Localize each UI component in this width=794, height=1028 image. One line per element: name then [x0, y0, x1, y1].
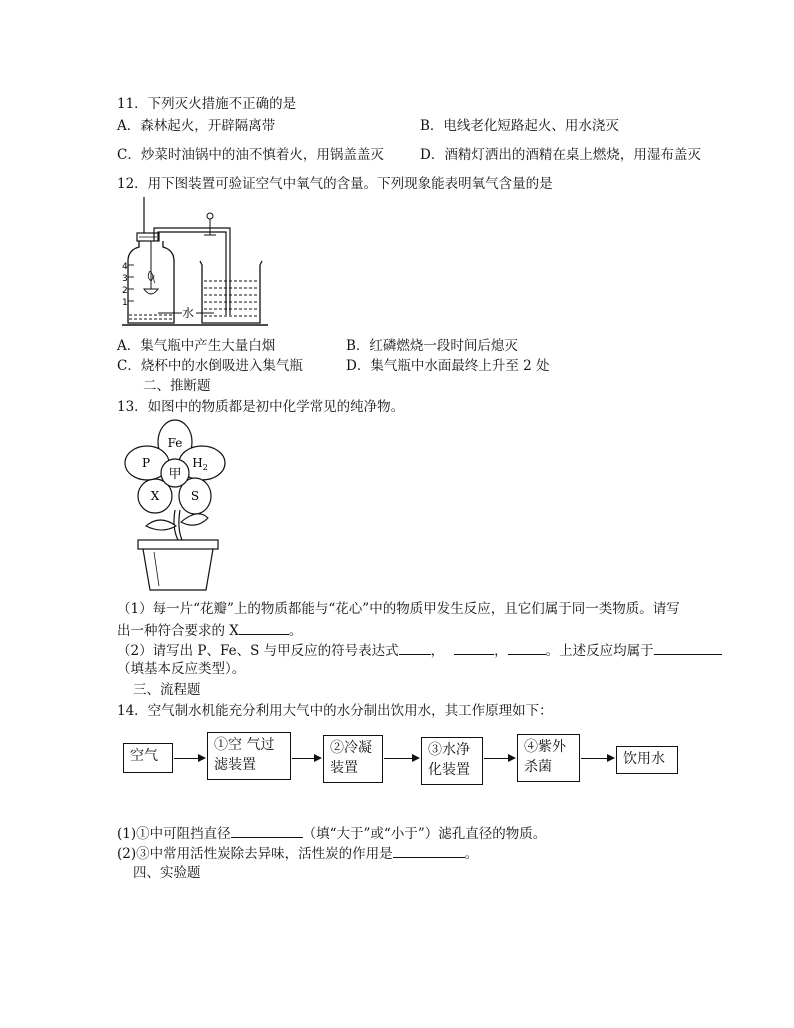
q12-option-d: D．集气瓶中水面最终上升至 2 处	[346, 358, 550, 374]
scale-4: 4	[122, 262, 128, 272]
q13-answer-blank-x[interactable]	[239, 620, 289, 635]
q14-answer-blank-2[interactable]	[393, 843, 465, 858]
flow-arrow-1	[174, 758, 204, 759]
q14-part1: (1)①中可阻挡直径 （填“大于”或“小于”）滤孔直径的物质。	[117, 823, 546, 843]
section-4-heading: 四、实验题	[133, 865, 201, 881]
flower-center-label: 甲	[168, 467, 182, 482]
petal-h2: $H_2$	[192, 456, 208, 472]
q12-option-b: B．红磷燃烧一段时间后熄灭	[346, 338, 518, 354]
petal-fe: Fe	[167, 436, 183, 450]
q11-option-b: B．电线老化短路起火、用水浇灭	[420, 118, 619, 134]
flow-step-condense: ②冷凝 装置	[323, 735, 383, 783]
section-2-heading: 二、推断题	[143, 378, 211, 394]
scale-1: 1	[122, 298, 128, 308]
q12-option-a: A．集气瓶中产生大量白烟	[117, 338, 276, 354]
oxygen-apparatus-figure	[118, 195, 278, 330]
flower-figure	[120, 418, 230, 593]
q13-part2-line1: （2）请写出 P、Fe、S 与甲反应的符号表达式 ， ， 。上述反应均属于	[117, 640, 722, 660]
flow-step-air: 空气	[123, 743, 173, 773]
q13-answer-blank-s[interactable]	[508, 640, 546, 655]
q14-stem: 14．空气制水机能充分利用大气中的水分制出饮用水，其工作原理如下：	[117, 703, 553, 719]
scale-2: 2	[122, 286, 128, 296]
q11-option-d: D．酒精灯洒出的酒精在桌上燃烧，用湿布盖灭	[420, 147, 701, 163]
flow-arrow-4	[484, 758, 514, 759]
flow-arrow-3	[384, 758, 418, 759]
flow-step-uv: ④紫外 杀菌	[517, 734, 580, 782]
scale-3: 3	[122, 274, 128, 284]
q14-part2: (2)③中常用活性炭除去异味，活性炭的作用是 。	[117, 843, 478, 863]
q11-stem: 11．下列灭火措施不正确的是	[117, 96, 297, 112]
flow-step-drinking-water: 饮用水	[616, 746, 678, 774]
petal-s: S	[190, 489, 200, 503]
q13-answer-blank-fe[interactable]	[454, 640, 494, 655]
flow-arrow-5	[581, 758, 613, 759]
q12-stem: 12．用下图装置可验证空气中氧气的含量。下列现象能表明氧气含量的是	[117, 176, 553, 192]
q11-option-a: A．森林起火，开辟隔离带	[117, 118, 276, 134]
q13-part1-line1: （1）每一片“花瓣”上的物质都能与“花心”中的物质甲发生反应，且它们属于同一类物质。请写	[117, 601, 680, 617]
q13-answer-blank-type[interactable]	[654, 640, 722, 655]
flow-step-purify: ③水净 化装置	[421, 737, 483, 785]
q13-part1-line2: 出一种符合要求的 X 。	[117, 620, 302, 640]
q13-part2-line2: （填基本反应类型）。	[117, 661, 246, 677]
petal-p: P	[141, 456, 151, 470]
flow-arrow-2	[292, 758, 320, 759]
q12-option-c: C．烧杯中的水倒吸进入集气瓶	[117, 358, 303, 374]
water-label: 水	[182, 306, 195, 320]
q13-stem: 13．如图中的物质都是初中化学常见的纯净物。	[117, 399, 405, 415]
q11-option-c: C．炒菜时油锅中的油不慎着火，用锅盖盖灭	[117, 147, 384, 163]
section-3-heading: 三、流程题	[133, 682, 201, 698]
q14-answer-blank-1[interactable]	[231, 823, 303, 838]
flow-step-filter: ①空 气过 滤装置	[207, 732, 291, 780]
q13-answer-blank-p[interactable]	[399, 640, 431, 655]
petal-x: X	[150, 489, 160, 503]
